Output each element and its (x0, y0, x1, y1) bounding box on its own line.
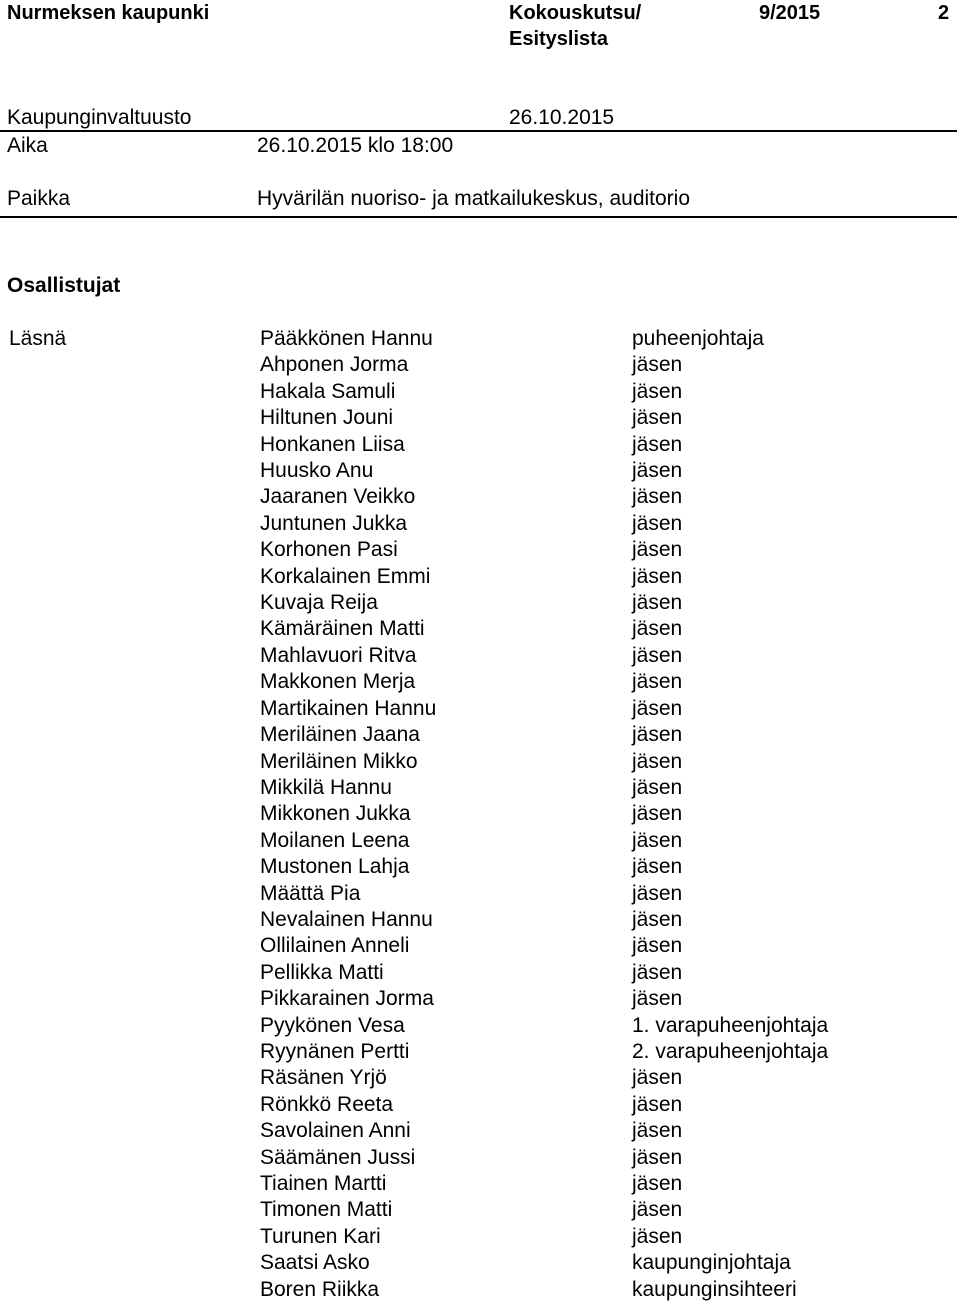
attendee-role: jäsen (632, 670, 683, 694)
attendee-role: 2. varapuheenjohtaja (632, 1039, 829, 1063)
attendee-role: jäsen (632, 591, 683, 615)
attendee-name: Pyykönen Vesa (260, 1013, 405, 1037)
document-type-line1: Kokouskutsu/ (509, 2, 642, 24)
attendee-role: 1. varapuheenjohtaja (632, 1013, 829, 1037)
attendee-role: kaupunginjohtaja (632, 1251, 791, 1275)
attendee-role-column (632, 326, 828, 1303)
attendee-name: Räsänen Yrjö (260, 1066, 387, 1090)
attendee-role: jäsen (632, 617, 683, 641)
attendee-name: Hiltunen Jouni (260, 406, 394, 430)
attendee-role: jäsen (632, 511, 683, 535)
participants-heading: Osallistujat (7, 274, 121, 297)
attendee-role: jäsen (632, 1119, 683, 1143)
present-label: Läsnä (9, 327, 67, 350)
attendee-role: jäsen (632, 379, 683, 403)
attendee-name-column (260, 326, 436, 1303)
attendee-role: jäsen (632, 775, 683, 799)
attendee-name: Ryynänen Pertti (260, 1039, 410, 1063)
attendee-name: Mustonen Lahja (260, 855, 410, 879)
attendee-name: Määttä Pia (260, 881, 361, 905)
attendee-name: Kämäräinen Matti (260, 617, 425, 641)
attendee-name: Saatsi Asko (260, 1251, 370, 1275)
attendee-name: Meriläinen Mikko (260, 749, 418, 773)
attendee-role: jäsen (632, 907, 683, 931)
attendee-role: jäsen (632, 459, 683, 483)
attendee-role: puheenjohtaja (632, 327, 764, 350)
time-label: Aika (7, 134, 48, 157)
header-divider (0, 130, 957, 132)
attendee-name: Boren Riikka (260, 1277, 380, 1301)
meeting-number: 9/2015 (759, 2, 821, 24)
attendee-role: jäsen (632, 406, 683, 430)
attendee-role: jäsen (632, 353, 683, 377)
attendee-name: Nevalainen Hannu (260, 907, 433, 931)
attendee-role: jäsen (632, 643, 683, 667)
attendee-role: jäsen (632, 855, 683, 879)
organization-name: Nurmeksen kaupunki (7, 2, 210, 24)
attendee-role: jäsen (632, 1224, 683, 1248)
attendee-role: jäsen (632, 1092, 683, 1116)
attendee-role: jäsen (632, 485, 683, 509)
attendee-name: Ahponen Jorma (260, 353, 409, 377)
attendee-name: Ollilainen Anneli (260, 934, 410, 958)
attendee-name: Kuvaja Reija (260, 591, 378, 615)
attendee-role: jäsen (632, 987, 683, 1011)
attendee-name: Pikkarainen Jorma (260, 987, 434, 1011)
attendee-role: jäsen (632, 881, 683, 905)
attendee-name: Jaaranen Veikko (260, 485, 416, 509)
place-value: Hyvärilän nuoriso- ja matkailukeskus, auditorio (257, 187, 691, 210)
attendee-role: jäsen (632, 696, 683, 720)
attendee-role: jäsen (632, 432, 683, 456)
attendee-name: Mahlavuori Ritva (260, 643, 417, 667)
attendee-role: jäsen (632, 802, 683, 826)
attendee-name: Tiainen Martti (260, 1172, 387, 1195)
attendee-name: Makkonen Merja (260, 670, 416, 694)
attendee-name: Huusko Anu (260, 459, 374, 483)
attendee-role: jäsen (632, 723, 683, 747)
document-type-line2: Esityslista (509, 28, 608, 50)
attendee-role: jäsen (632, 1066, 683, 1090)
attendee-name: Timonen Matti (260, 1198, 393, 1222)
attendee-name: Korkalainen Emmi (260, 564, 431, 588)
attendee-name: Rönkkö Reeta (260, 1092, 394, 1116)
attendee-role: jäsen (632, 1145, 683, 1169)
attendee-name: Mikkonen Jukka (260, 802, 411, 826)
place-label: Paikka (7, 187, 71, 210)
attendee-role: jäsen (632, 960, 683, 984)
time-value: 26.10.2015 klo 18:00 (257, 134, 454, 157)
attendee-role: jäsen (632, 749, 683, 773)
attendee-name: Juntunen Jukka (260, 511, 408, 535)
page-number: 2 (938, 2, 950, 24)
attendee-name: Turunen Kari (260, 1224, 381, 1248)
attendee-name: Säämänen Jussi (260, 1145, 416, 1169)
attendee-name: Honkanen Liisa (260, 432, 405, 456)
attendee-role: jäsen (632, 934, 683, 958)
attendee-name: Savolainen Anni (260, 1119, 411, 1143)
attendee-name: Meriläinen Jaana (260, 723, 420, 747)
attendee-name: Pellikka Matti (260, 960, 384, 984)
attendee-role: jäsen (632, 538, 683, 562)
attendee-role: jäsen (632, 828, 683, 852)
meeting-body: Kaupunginvaltuusto (7, 106, 192, 129)
attendee-role: jäsen (632, 564, 683, 588)
attendee-name: Moilanen Leena (260, 828, 410, 852)
attendee-name: Martikainen Hannu (260, 696, 437, 720)
attendee-role: kaupunginsihteeri (632, 1277, 797, 1301)
attendee-role: jäsen (632, 1172, 683, 1195)
place-divider (0, 216, 957, 218)
meeting-date: 26.10.2015 (509, 106, 615, 129)
attendee-name: Pääkkönen Hannu (260, 327, 433, 350)
attendee-name: Mikkilä Hannu (260, 775, 392, 799)
attendee-name: Hakala Samuli (260, 379, 396, 403)
attendee-role: jäsen (632, 1198, 683, 1222)
attendee-name: Korhonen Pasi (260, 538, 398, 562)
